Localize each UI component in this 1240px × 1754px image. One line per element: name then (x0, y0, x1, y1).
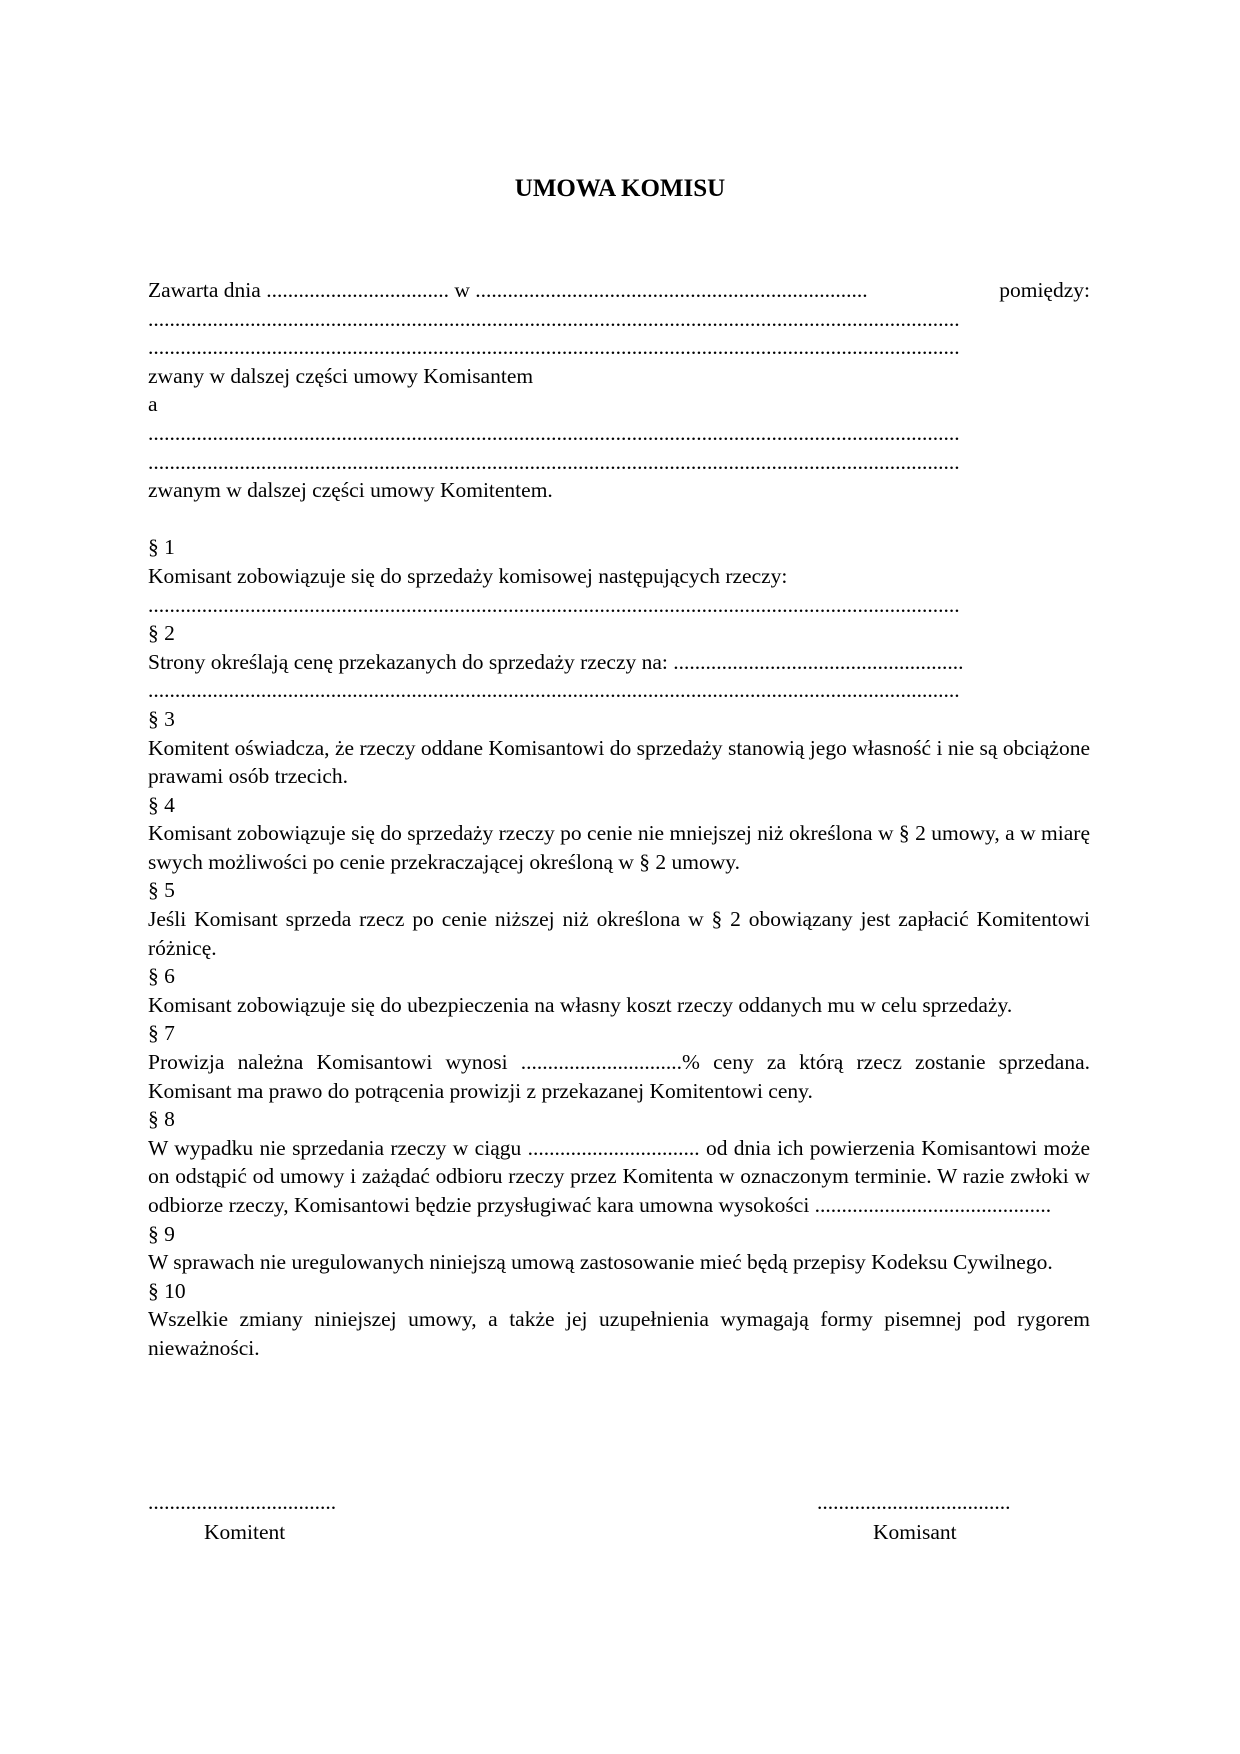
section-8-text: W wypadku nie sprzedania rzeczy w ciągu ................................ od dnia ich powierzenia Komisantowi może on odstąpić od umowy i zażądać odbioru rzeczy przez Komitenta w oznaczonym terminie. W razie zwłoki w odbiorze rzeczy, Komisantowi będzie przysługiwać kara umowna wysokości ............................................ (148, 1135, 1090, 1217)
signature-komisant (817, 1487, 1011, 1547)
section-3-text: Komitent oświadcza, że rzeczy oddane Komisantowi do sprzedaży stanowią jego własność i nie są obciążone prawami osób trzecich. (148, 735, 1090, 789)
section-7-text: Prowizja należna Komisantowi wynosi ..............................% ceny za którą rzecz zostanie sprzedana. Komisant ma prawo do potrącenia prowizji z przekazanej Komitentowi ceny. (148, 1050, 1090, 1103)
section-6-heading: § 6 (148, 964, 175, 989)
spacer (148, 505, 1090, 534)
section-9-text: W sprawach nie uregulowanych niniejszą umową zastosowanie mieć będą przepisy Kodeksu Cywilnego. (148, 1250, 1053, 1275)
komisant-dots-line-1: ....................................................................................................................................................... (148, 306, 960, 331)
conjunction-a: a (148, 392, 158, 417)
komitent-label: zwanym w dalszej części umowy Komitentem. (148, 478, 553, 503)
section-4-text: Komisant zobowiązuje się do sprzedaży rzeczy po cenie nie mniejszej niż określona w § 2 umowy, a w miarę swych możliwości po cenie przekraczającej określoną w § 2 umowy. (148, 821, 1090, 874)
signature-komitent-label: Komitent (204, 1520, 286, 1544)
section-9-heading: § 9 (148, 1221, 175, 1246)
section-2-dots: ....................................................................................................................................................... (148, 678, 960, 703)
section-2-text: Strony określają cenę przekazanych do sprzedaży rzeczy na: ...................................................... (148, 649, 964, 674)
section-6-text: Komisant zobowiązuje się do ubezpieczenia na własny koszt rzeczy oddanych mu w celu sprzedaży. (148, 992, 1013, 1017)
document-title: UMOWA KOMISU (514, 175, 726, 202)
section-1-dots: ....................................................................................................................................................... (148, 592, 960, 617)
section-2-heading: § 2 (148, 621, 175, 646)
section-10-heading: § 10 (148, 1278, 186, 1303)
intro-line-1 (148, 276, 1090, 305)
signature-komisant-label: Komisant (873, 1520, 957, 1544)
section-3-heading: § 3 (148, 706, 175, 731)
section-8-heading: § 8 (148, 1107, 175, 1132)
komisant-dots-line-2: ....................................................................................................................................................... (148, 335, 960, 360)
section-5-text: Jeśli Komisant sprzeda rzecz po cenie niższej niż określona w § 2 obowiązany jest zapłacić Komitentowi różnicę. (148, 907, 1090, 960)
komisant-label: zwany w dalszej części umowy Komisantem (148, 363, 534, 388)
komitent-dots-line-2: ....................................................................................................................................................... (148, 449, 960, 474)
section-7-heading: § 7 (148, 1021, 175, 1046)
section-10-text: Wszelkie zmiany niniejszej umowy, a także jej uzupełnienia wymagają formy pisemnej pod rygorem nieważności. (148, 1307, 1090, 1360)
signature-komitent (148, 1487, 336, 1547)
intro-date-prefix: Zawarta dnia .................................. w ......................................................................... (148, 278, 868, 302)
signature-komisant-line: .................................... (817, 1490, 1011, 1514)
section-4-heading: § 4 (148, 792, 175, 817)
section-1-text: Komisant zobowiązuje się do sprzedaży komisowej następujących rzeczy: (148, 563, 788, 588)
komitent-dots-line-1: ....................................................................................................................................................... (148, 420, 960, 445)
contract-body (148, 276, 1090, 1363)
section-5-heading: § 5 (148, 878, 175, 903)
intro-parties-suffix: pomiędzy: (999, 278, 1090, 302)
section-1-heading: § 1 (148, 535, 175, 560)
signature-komitent-line: ................................... (148, 1490, 337, 1514)
